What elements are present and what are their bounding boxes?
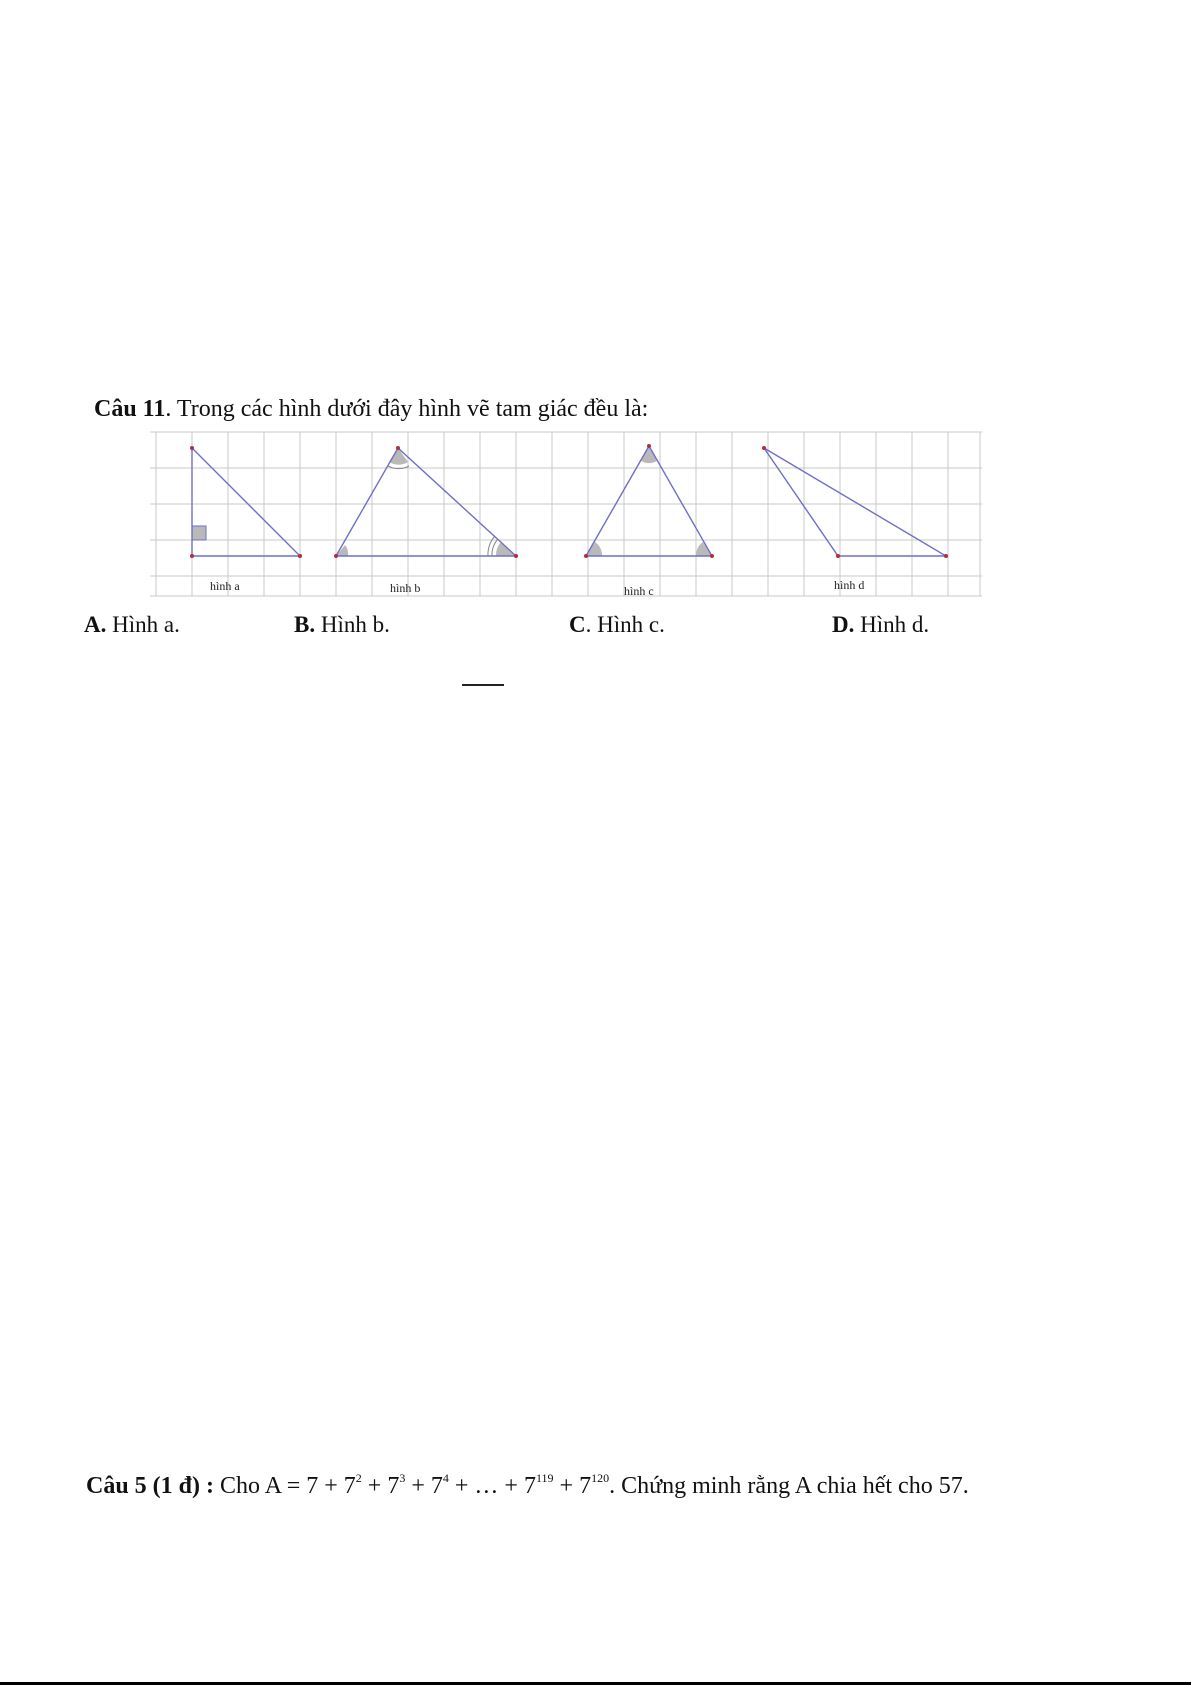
option-c-letter: C: [569, 612, 586, 637]
option-d-text: Hình d.: [854, 612, 930, 637]
option-b-text: Hình b.: [315, 612, 390, 637]
question-11-number: Câu 11: [94, 396, 166, 422]
option-b-letter: B.: [294, 612, 316, 637]
option-d-letter: D.: [832, 612, 855, 637]
question-11-title: [94, 396, 648, 423]
triangle-a: [190, 446, 302, 558]
triangle-b: [334, 446, 518, 558]
question-5-number: Câu 5 (1 đ) :: [86, 1473, 215, 1499]
option-d: [832, 612, 929, 638]
label-hinh-d: hình d: [834, 578, 865, 592]
triangle-c: [584, 444, 714, 558]
label-hinh-c: hình c: [624, 584, 654, 598]
option-c: [569, 612, 665, 638]
option-a: [84, 612, 180, 638]
label-hinh-a: hình a: [210, 579, 240, 593]
question-5-statement: . Chứng minh rằng A chia hết cho 57.: [609, 1473, 969, 1499]
option-a-text: Hình a.: [106, 612, 180, 637]
label-hinh-b: hình b: [390, 581, 421, 595]
option-b: [294, 612, 390, 638]
option-a-letter: A.: [84, 612, 107, 637]
short-rule: [462, 684, 504, 686]
triangles-figure: [150, 430, 982, 605]
question-5: [86, 1471, 969, 1500]
right-angle-mark: [192, 526, 206, 540]
question-5-formula: = $7 + 7^2 + 7^3 + 7^4$ + … + $7^{119} + 7^{120}$: [286, 1471, 610, 1499]
question-11-text: . Trong các hình dưới đây hình vẽ tam giác đều là:: [165, 396, 649, 422]
grid-lines: [150, 432, 982, 596]
triangle-d: [762, 446, 948, 558]
question-5-intro: Cho A: [214, 1473, 287, 1499]
option-c-text: . Hình c.: [585, 612, 665, 637]
